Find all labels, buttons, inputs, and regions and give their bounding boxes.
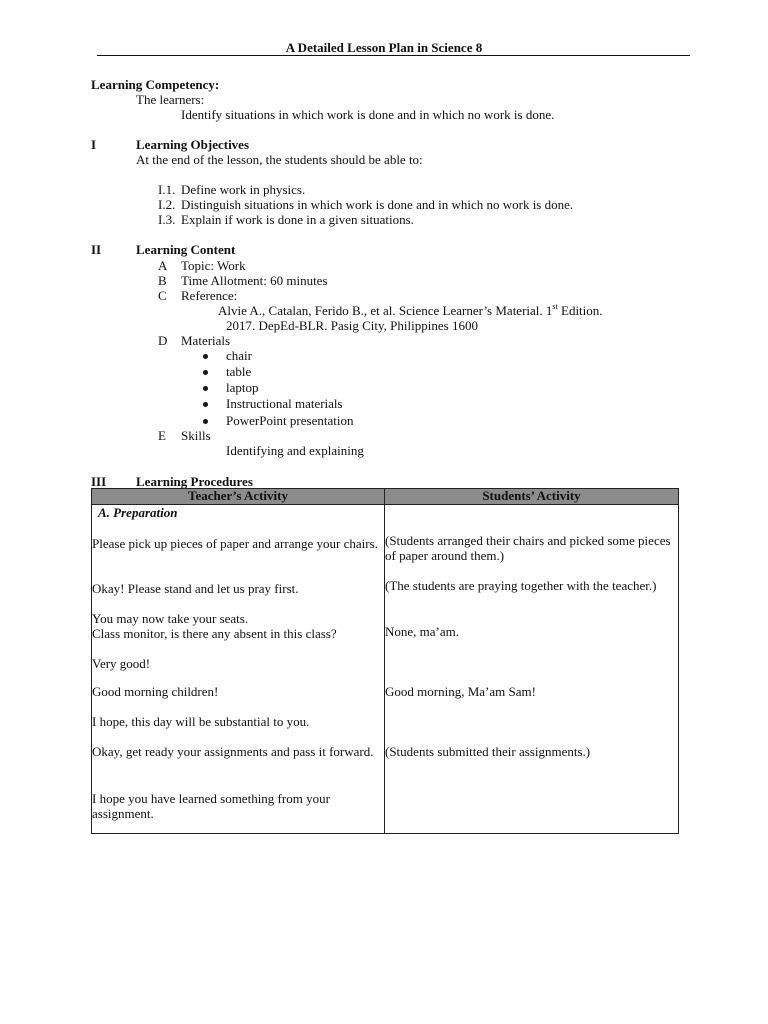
student-line: (Students arranged their chairs and picked some pieces of paper around them.) bbox=[385, 533, 671, 563]
table-header-row bbox=[92, 489, 679, 505]
content-letter: A bbox=[158, 258, 168, 273]
procedures-heading: Learning Procedures bbox=[136, 474, 253, 489]
objective-number: I.1. bbox=[158, 182, 176, 197]
content-letter: E bbox=[158, 428, 166, 443]
reference-line-2: 2017. DepEd-BLR. Pasig City, Philippines 1600 bbox=[226, 318, 478, 333]
document-title: A Detailed Lesson Plan in Science 8 bbox=[285, 40, 483, 55]
table-row bbox=[92, 505, 679, 834]
competency-text: Identify situations in which work is done and in which no work is done. bbox=[181, 107, 555, 122]
material-item: laptop bbox=[226, 380, 259, 395]
content-skills-label: Skills bbox=[181, 428, 211, 443]
bullet-icon bbox=[203, 354, 208, 359]
objective-text: Define work in physics. bbox=[181, 182, 306, 197]
teacher-line: Very good! bbox=[92, 656, 151, 671]
bullet-icon bbox=[203, 402, 208, 407]
objectives-intro: At the end of the lesson, the students should be able to: bbox=[136, 152, 423, 167]
teacher-line: I hope you have learned something from your assignment. bbox=[92, 791, 330, 821]
material-item: chair bbox=[226, 348, 252, 363]
material-item: Instructional materials bbox=[226, 396, 343, 411]
student-line: None, ma’am. bbox=[385, 624, 460, 639]
material-item: PowerPoint presentation bbox=[226, 413, 354, 428]
content-letter: D bbox=[158, 333, 168, 348]
teacher-line: I hope, this day will be substantial to you. bbox=[92, 714, 310, 729]
bullet-icon bbox=[203, 386, 208, 391]
objective-text: Distinguish situations in which work is done and in which no work is done. bbox=[181, 197, 574, 212]
teacher-activity-cell bbox=[92, 505, 385, 834]
student-line: Good morning, Ma’am Sam! bbox=[385, 684, 536, 699]
objectives-numeral: I bbox=[91, 137, 97, 152]
objectives-heading: Learning Objectives bbox=[136, 137, 250, 152]
competency-learners: The learners: bbox=[136, 92, 205, 107]
content-topic: Topic: Work bbox=[181, 258, 246, 273]
preparation-heading: A. Preparation bbox=[98, 505, 178, 520]
title-rule bbox=[97, 55, 690, 56]
bullet-icon bbox=[203, 370, 208, 375]
reference-superscript: st bbox=[552, 301, 558, 311]
teacher-line: Okay, get ready your assignments and pass it forward. bbox=[92, 744, 374, 759]
student-line: (Students submitted their assignments.) bbox=[385, 744, 591, 759]
content-time-allotment: Time Allotment: 60 minutes bbox=[181, 273, 328, 288]
procedures-table bbox=[91, 488, 679, 834]
content-skills-text: Identifying and explaining bbox=[226, 443, 364, 458]
competency-heading: Learning Competency: bbox=[91, 77, 220, 92]
teacher-line: You may now take your seats. bbox=[92, 611, 249, 626]
reference-line-1 bbox=[218, 303, 603, 318]
content-reference-label: Reference: bbox=[181, 288, 238, 303]
objective-number: I.3. bbox=[158, 212, 176, 227]
teacher-line: Good morning children! bbox=[92, 684, 219, 699]
teacher-activity-header: Teacher’s Activity bbox=[92, 489, 385, 505]
reference-line-1-text: Alvie A., Catalan, Ferido B., et al. Science Learner’s Material. 1 bbox=[218, 303, 553, 318]
content-materials-label: Materials bbox=[181, 333, 231, 348]
students-activity-header: Students’ Activity bbox=[385, 489, 679, 505]
bullet-icon bbox=[203, 419, 208, 424]
material-item: table bbox=[226, 364, 252, 379]
objective-number: I.2. bbox=[158, 197, 176, 212]
content-letter: B bbox=[158, 273, 167, 288]
teacher-line: Please pick up pieces of paper and arrange your chairs. bbox=[92, 536, 378, 551]
students-activity-cell bbox=[385, 505, 679, 834]
content-heading: Learning Content bbox=[136, 242, 236, 257]
content-numeral: II bbox=[91, 242, 102, 257]
reference-line-1-end: Edition. bbox=[557, 303, 603, 318]
procedures-numeral: III bbox=[91, 474, 107, 489]
student-line: (The students are praying together with the teacher.) bbox=[385, 578, 657, 593]
teacher-line: Okay! Please stand and let us pray first. bbox=[92, 581, 299, 596]
objective-text: Explain if work is done in a given situations. bbox=[181, 212, 414, 227]
teacher-line: Class monitor, is there any absent in this class? bbox=[92, 626, 337, 641]
content-letter: C bbox=[158, 288, 167, 303]
